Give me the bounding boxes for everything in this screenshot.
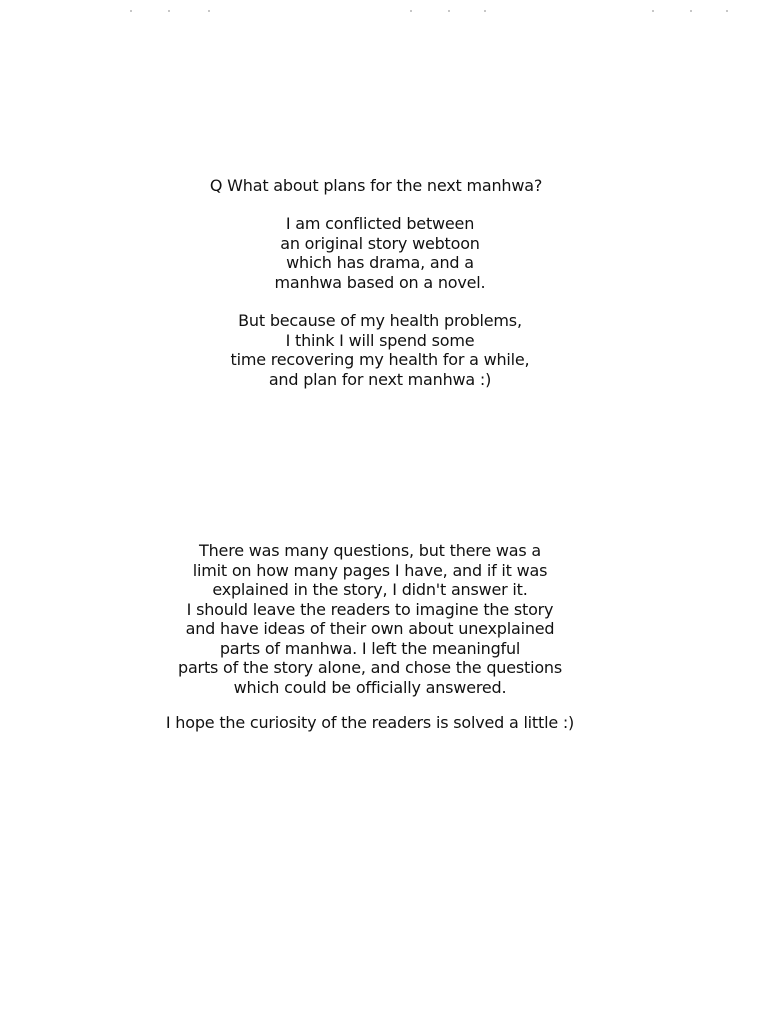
scan-speck xyxy=(726,10,728,12)
scan-speck xyxy=(690,10,692,12)
answer-paragraph-1 xyxy=(0,214,760,292)
closing-final-block xyxy=(0,713,750,733)
scan-speck xyxy=(652,10,654,12)
answer-line: But because of my health problems, xyxy=(238,311,522,330)
answer-line: I think I will spend some xyxy=(285,330,475,350)
question-block xyxy=(0,176,756,196)
scan-speck xyxy=(130,10,132,12)
closing-line: There was many questions, but there was a xyxy=(199,541,541,560)
scan-speck xyxy=(168,10,170,12)
answer-line: time recovering my health for a while, xyxy=(230,350,530,369)
closing-line: I should leave the readers to imagine the story xyxy=(186,599,554,619)
answer-line: which has drama, and a xyxy=(286,253,474,272)
closing-paragraph xyxy=(0,541,750,697)
closing-final-line: I hope the curiosity of the readers is solved a little :) xyxy=(165,713,575,732)
answer-line: manhwa based on a novel. xyxy=(274,272,486,292)
scan-speck xyxy=(208,10,210,12)
answer-paragraph-2 xyxy=(0,311,760,389)
question-text: Q What about plans for the next manhwa? xyxy=(209,176,543,195)
closing-line: limit on how many pages I have, and if it was xyxy=(192,560,548,580)
answer-line: and plan for next manhwa :) xyxy=(268,369,492,389)
answer-line: I am conflicted between xyxy=(285,214,475,233)
scan-speck xyxy=(448,10,450,12)
closing-line: explained in the story, I didn't answer it. xyxy=(212,580,528,599)
closing-line: which could be officially answered. xyxy=(233,677,507,697)
closing-line: parts of manhwa. I left the meaningful xyxy=(219,638,521,658)
closing-line: parts of the story alone, and chose the questions xyxy=(178,658,562,677)
closing-line: and have ideas of their own about unexplained xyxy=(185,619,555,638)
scan-speck xyxy=(484,10,486,12)
scan-speck xyxy=(410,10,412,12)
answer-line: an original story webtoon xyxy=(280,233,480,253)
